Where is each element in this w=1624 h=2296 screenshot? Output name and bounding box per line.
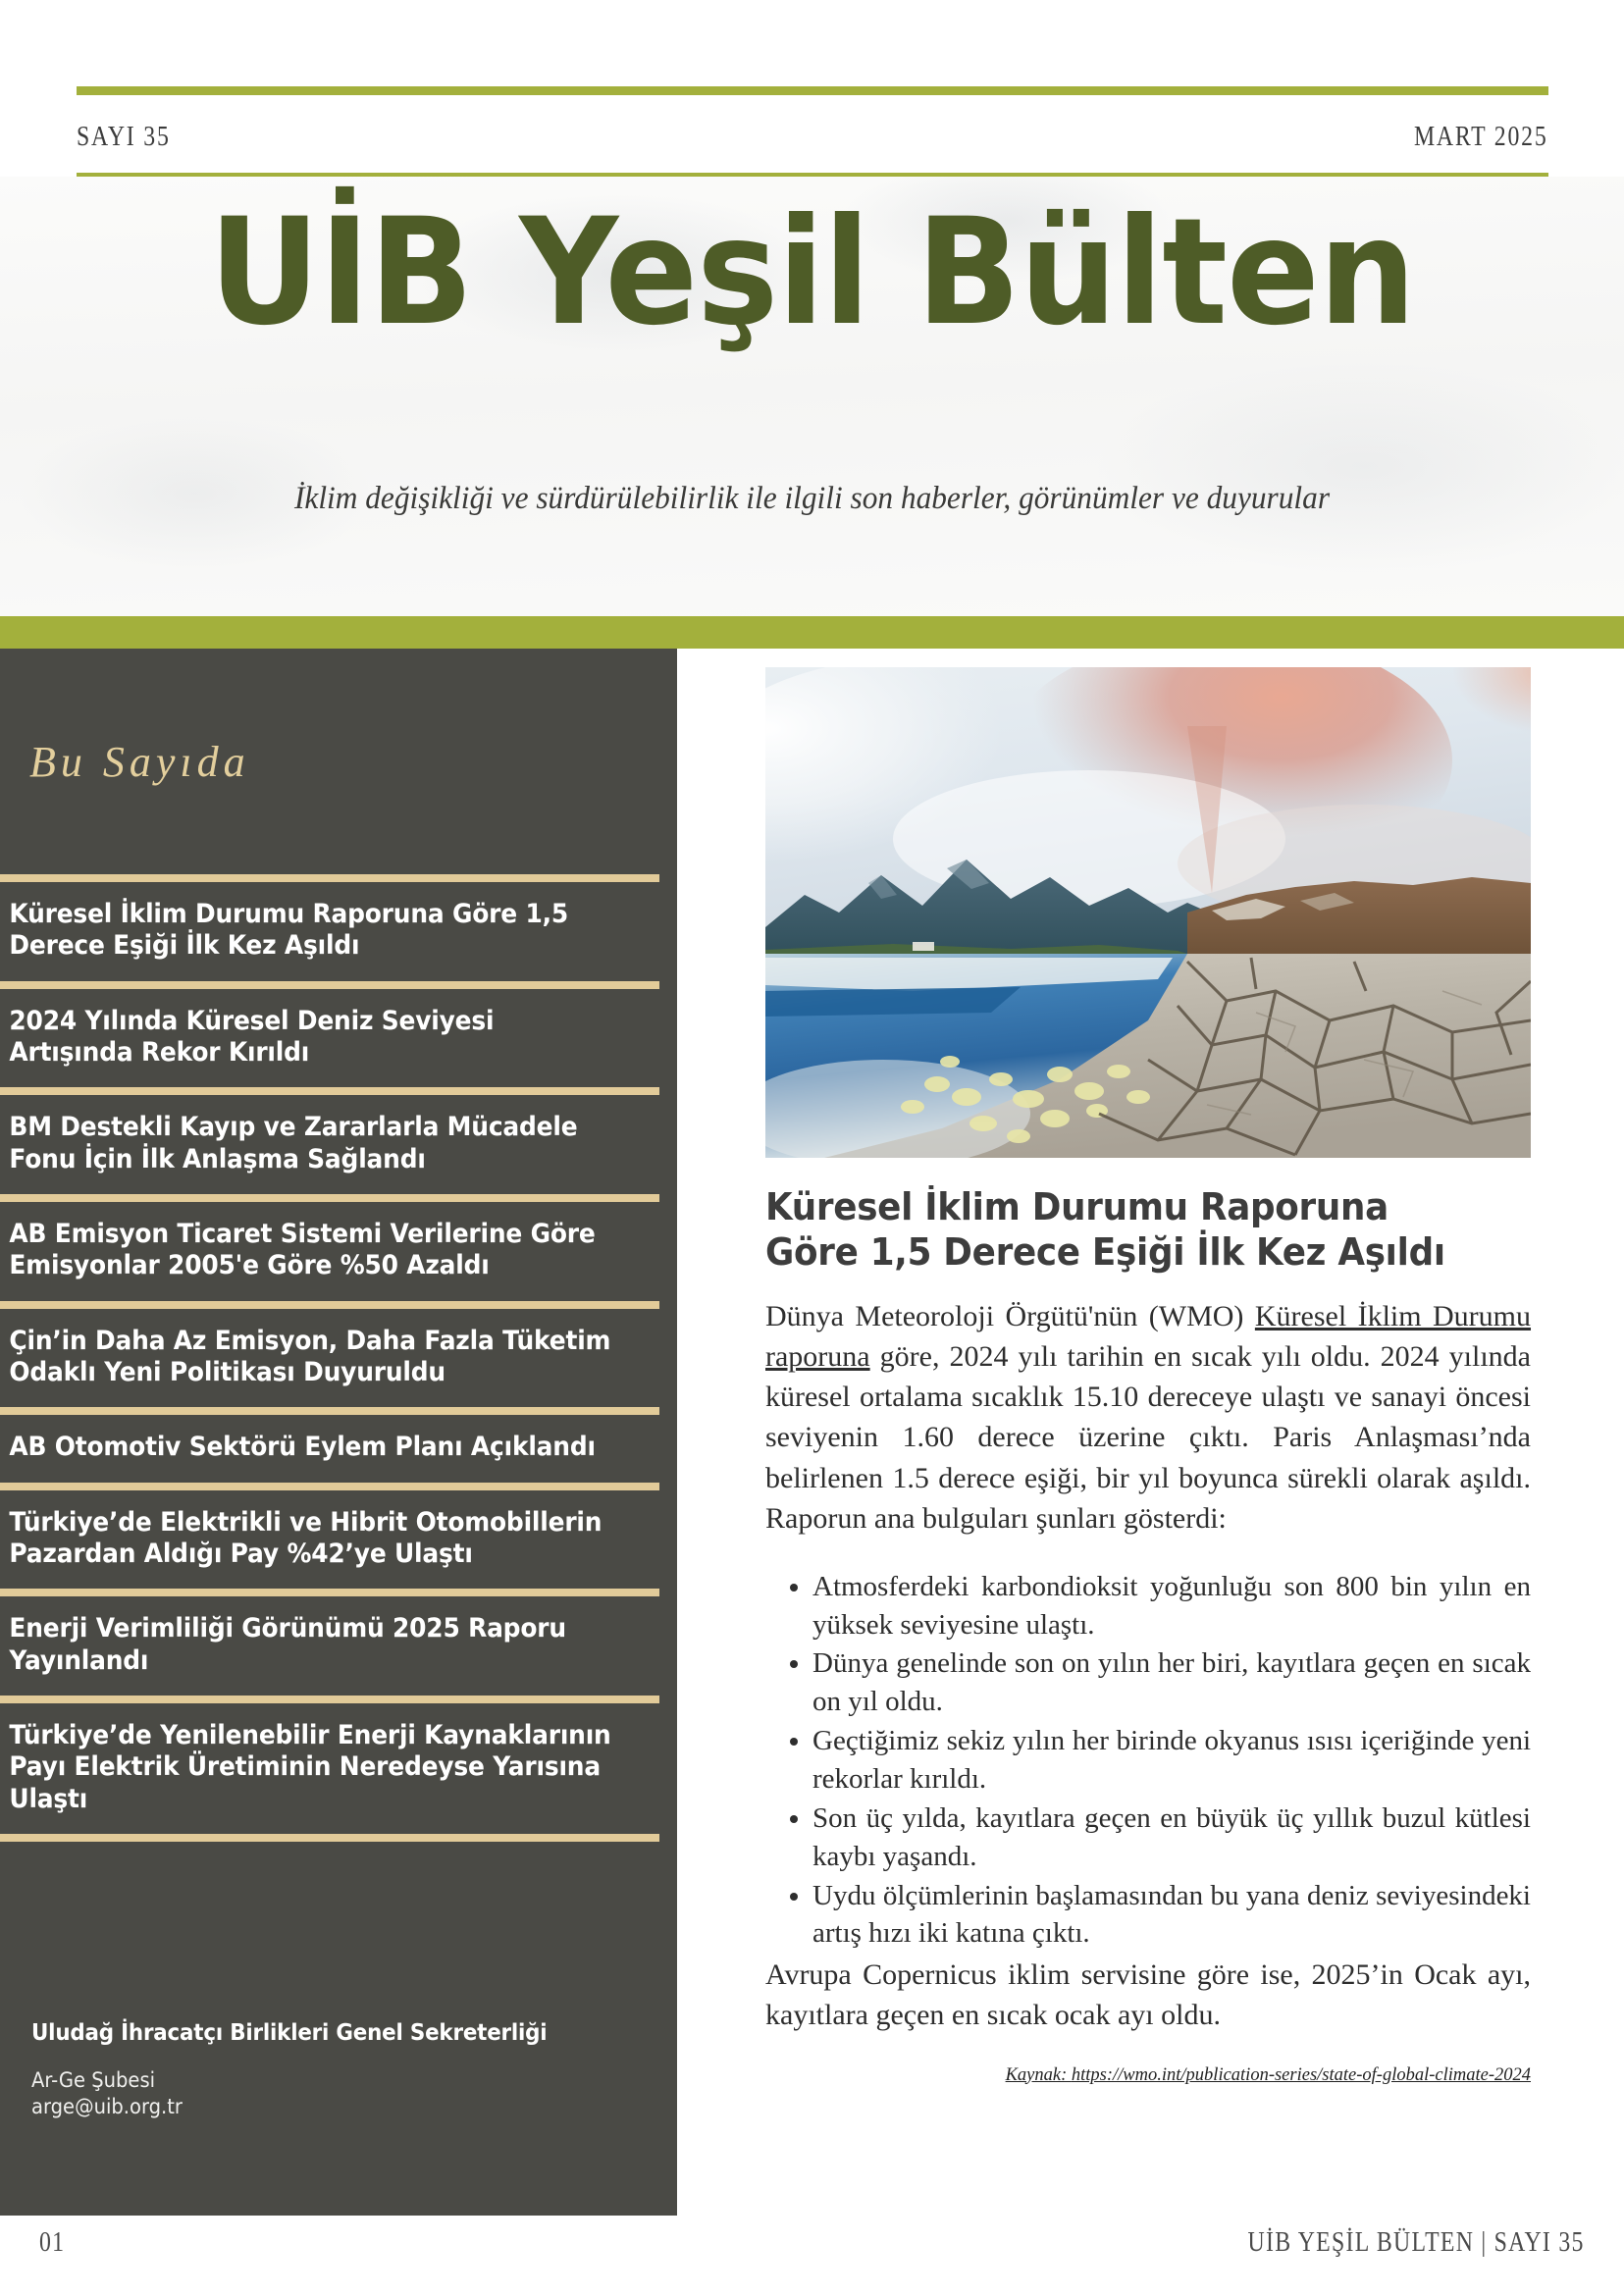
issue-date: MART 2025 <box>1414 120 1548 152</box>
toc-divider <box>0 1087 659 1095</box>
article-paragraph-2: Avrupa Copernicus iklim servisine göre ise, 2025’in Ocak ayı, kayıtlara geçen en sıcak ocak ayı oldu. <box>765 1958 1531 2032</box>
paragraph-1-lead: Dünya Meteoroloji Örgütü'nün (WMO) <box>765 1300 1255 1333</box>
paragraph-1-rest: göre, 2024 yılı tarihin en sıcak yılı oldu. 2024 yılında küresel ortalama sıcaklık 15.10 dereceye ulaştı ve sanayi öncesi seviyenin 1.60 derece üzerine çıktı. Paris Anlaşması’nda belirlenen 1.5 derece eşiği, bir yıl boyunca sürekli olarak aşıldı. Raporun ana bulguları şunları gösterdi: <box>765 1340 1531 1535</box>
toc-item[interactable]: Enerji Verimliliği Görünümü 2025 Raporu Yayınlandı <box>9 1613 566 1676</box>
page-number: 01 <box>39 2227 66 2258</box>
toc-divider <box>0 1834 659 1842</box>
masthead-banner <box>0 177 1624 616</box>
contact-organization: Uludağ İhracatçı Birlikleri Genel Sekreterliği <box>31 2020 548 2046</box>
toc-item[interactable]: Türkiye’de Yenilenebilir Enerji Kaynaklarının Payı Elektrik Üretiminin Neredeyse Yarısına Ulaştı <box>9 1719 611 1814</box>
toc-divider <box>0 1696 659 1703</box>
publication-subtitle: İklim değişikliği ve sürdürülebilirlik ile ilgili son haberler, görünümler ve duyurular <box>293 481 1331 516</box>
toc-divider <box>0 1194 659 1202</box>
header-rule-top <box>77 86 1548 95</box>
toc-item[interactable]: AB Otomotiv Sektörü Eylem Planı Açıklandı <box>9 1432 596 1463</box>
contact-email[interactable]: arge@uib.org.tr <box>31 2094 183 2118</box>
toc-divider <box>0 981 659 989</box>
publication-title: UİB Yeşil Bülten <box>208 187 1416 358</box>
list-item: • Geçtiğimiz sekiz yılın her birinde okyanus ısısı içeriğinde yeni rekorlar kırıldı. <box>812 1722 1531 1799</box>
article-headline: Küresel İklim Durumu Raporuna Göre 1,5 Derece Eşiği İlk Kez Aşıldı <box>765 1185 1445 1274</box>
article-hero-image <box>765 667 1531 1158</box>
toc-divider <box>0 1483 659 1490</box>
page-footer <box>0 2219 1624 2296</box>
contact-department: Ar-Ge Şubesi <box>31 2068 156 2092</box>
page-header <box>0 0 1624 182</box>
list-item: • Son üç yılda, kayıtlara geçen en büyük üç yıllık buzul kütlesi kaybı yaşandı. <box>812 1800 1531 1876</box>
table-of-contents <box>0 874 677 1842</box>
toc-item[interactable]: 2024 Yılında Küresel Deniz Seviyesi Artışında Rekor Kırıldı <box>9 1005 495 1068</box>
contact-block <box>31 2020 640 2120</box>
article-source <box>765 2065 1531 2086</box>
toc-divider <box>0 1589 659 1596</box>
source-label: Kaynak: <box>1005 2064 1072 2085</box>
sidebar-heading: Bu Sayıda <box>29 738 250 786</box>
list-item: • Dünya genelinde son on yılın her biri, kayıtlara geçen en sıcak on yıl oldu. <box>812 1644 1531 1721</box>
article-findings-list <box>765 1568 1531 1954</box>
toc-item[interactable]: AB Emisyon Ticaret Sistemi Verilerine Göre Emisyonlar 2005'e Göre %50 Azaldı <box>9 1218 596 1281</box>
list-item: • Uydu ölçümlerinin başlamasından bu yana deniz seviyesindeki artış hızı iki katına çıktı. <box>812 1877 1531 1954</box>
source-inline-link[interactable]: Küresel İklim Durumu raporuna <box>765 1300 1532 1374</box>
toc-divider <box>0 874 659 882</box>
toc-item[interactable]: Küresel İklim Durumu Raporuna Göre 1,5 Derece Eşiği İlk Kez Aşıldı <box>9 899 569 962</box>
main-article-column <box>765 667 1531 2086</box>
issue-number: SAYI 35 <box>77 120 171 152</box>
list-item: • Atmosferdeki karbondioksit yoğunluğu son 800 bin yılın en yüksek seviyesine ulaştı. <box>812 1568 1531 1644</box>
source-url[interactable]: https://wmo.int/publication-series/state-of-global-climate-2024 <box>1071 2064 1531 2085</box>
toc-item[interactable]: BM Destekli Kayıp ve Zararlarla Mücadele Fonu İçin İlk Anlaşma Sağlandı <box>9 1112 578 1174</box>
sidebar <box>0 649 677 2216</box>
toc-divider <box>0 1407 659 1415</box>
header-issue-row <box>77 106 1548 167</box>
toc-item[interactable]: Türkiye’de Elektrikli ve Hibrit Otomobillerin Pazardan Aldığı Pay %42’ye Ulaştı <box>9 1506 602 1569</box>
toc-divider <box>0 1301 659 1309</box>
toc-item[interactable]: Çin’in Daha Az Emisyon, Daha Fazla Tüketim Odaklı Yeni Politikası Duyuruldu <box>9 1325 611 1387</box>
article-paragraph-1 <box>765 1296 1531 1539</box>
climate-photo-illustration <box>765 667 1531 1158</box>
accent-green-band <box>0 616 1624 649</box>
footer-publication-line: UİB YEŞİL BÜLTEN | SAYI 35 <box>1247 2227 1585 2258</box>
